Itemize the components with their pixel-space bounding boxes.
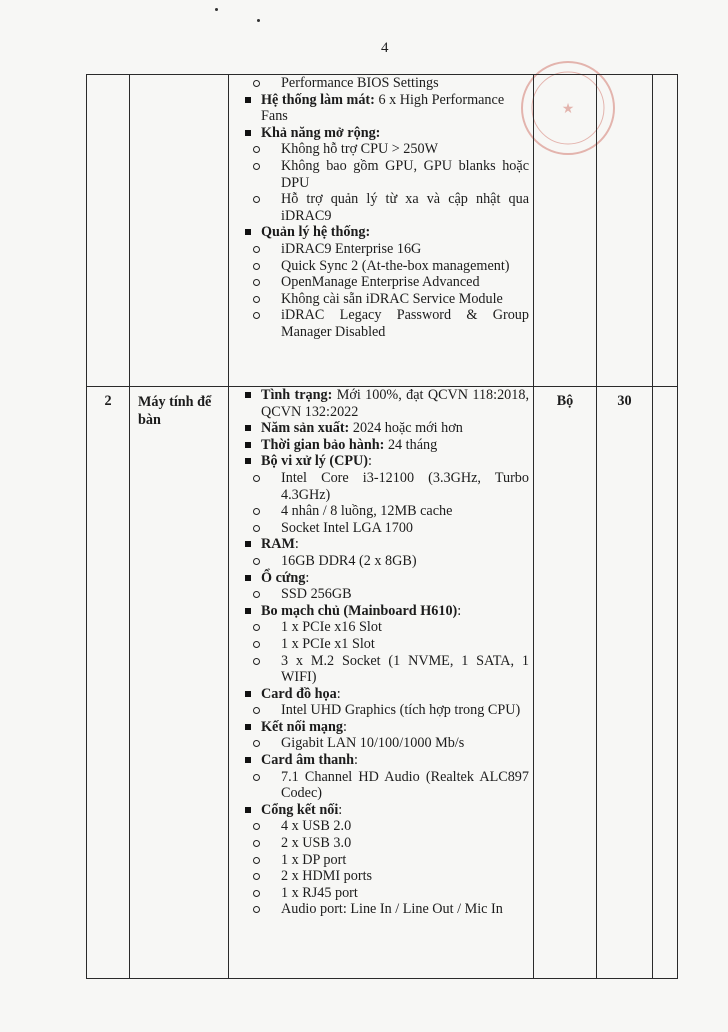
circle-bullet-icon (253, 823, 260, 830)
square-bullet-icon (245, 442, 251, 448)
spec-subitem: iDRAC9 Enterprise 16G (235, 241, 529, 258)
page-number: 4 (381, 40, 389, 56)
spec-item: Tình trạng: Mới 100%, đạt QCVN 118:2018, QCVN 132:2022 (235, 387, 529, 420)
square-bullet-icon (245, 425, 251, 431)
circle-bullet-icon (253, 740, 260, 747)
spec-item: Kết nối mạng: Gigabit LAN 10/100/1000 Mb/s (235, 719, 529, 752)
item-name: Máy tính để bàn (130, 387, 229, 979)
circle-bullet-icon (253, 163, 260, 170)
square-bullet-icon (245, 229, 251, 235)
specification-table (86, 74, 678, 979)
spec-subitem: Intel UHD Graphics (tích hợp trong CPU) (235, 702, 529, 719)
circle-bullet-icon (253, 279, 260, 286)
spec-item: Cổng kết nối: 4 x USB 2.0 2 x USB 3.0 1 x DP port 2 x HDMI ports 1 x RJ45 port Audio port: Line In / Line Out / Mic In (235, 802, 529, 918)
spec-subitem: 16GB DDR4 (2 x 8GB) (235, 553, 529, 570)
row-number: 2 (87, 387, 130, 979)
spec-subitem: Gigabit LAN 10/100/1000 Mb/s (235, 735, 529, 752)
square-bullet-icon (245, 807, 251, 813)
unit-cell: Bộ (534, 387, 597, 979)
spec-subitem: 4 x USB 2.0 (235, 818, 529, 835)
spec-item: Ổ cứng: SSD 256GB (235, 570, 529, 603)
circle-bullet-icon (253, 658, 260, 665)
square-bullet-icon (245, 458, 251, 464)
circle-bullet-icon (253, 624, 260, 631)
unit-cell (534, 75, 597, 387)
square-bullet-icon (245, 691, 251, 697)
circle-bullet-icon (253, 296, 260, 303)
quantity-cell: 30 (597, 387, 653, 979)
circle-bullet-icon (253, 263, 260, 270)
circle-bullet-icon (253, 840, 260, 847)
spec-item: RAM: 16GB DDR4 (2 x 8GB) (235, 536, 529, 569)
circle-bullet-icon (253, 80, 260, 87)
spec-cell (229, 387, 534, 979)
circle-bullet-icon (253, 591, 260, 598)
square-bullet-icon (245, 130, 251, 136)
square-bullet-icon (245, 97, 251, 103)
square-bullet-icon (245, 608, 251, 614)
spec-subitem: Không cài sẵn iDRAC Service Module (235, 291, 529, 308)
circle-bullet-icon (253, 707, 260, 714)
square-bullet-icon (245, 724, 251, 730)
spec-subitem: 3 x M.2 Socket (1 NVME, 1 SATA, 1 WIFI) (235, 653, 529, 686)
square-bullet-icon (245, 392, 251, 398)
spec-subitem: 1 x PCIe x16 Slot (235, 619, 529, 636)
circle-bullet-icon (253, 774, 260, 781)
circle-bullet-icon (253, 873, 260, 880)
spec-item: Card đồ họa: Intel UHD Graphics (tích hợp trong CPU) (235, 686, 529, 719)
item-name (130, 75, 229, 387)
spec-subitem: Hỗ trợ quản lý từ xa và cập nhật qua iDRAC9 (235, 191, 529, 224)
circle-bullet-icon (253, 525, 260, 532)
circle-bullet-icon (253, 312, 260, 319)
spec-subitem: 1 x DP port (235, 852, 529, 869)
square-bullet-icon (245, 541, 251, 547)
spec-subitem: iDRAC Legacy Password & Group Manager Disabled (235, 307, 529, 340)
spec-item (235, 75, 529, 92)
spec-subitem: Không hỗ trợ CPU > 250W (235, 141, 529, 158)
spec-item: Card âm thanh: 7.1 Channel HD Audio (Realtek ALC897 Codec) (235, 752, 529, 802)
spec-subitem: SSD 256GB (235, 586, 529, 603)
spec-item: Hệ thống làm mát: 6 x High Performance Fans (235, 92, 529, 125)
circle-bullet-icon (253, 641, 260, 648)
price-cell (653, 75, 678, 387)
spec-subitem: Không bao gồm GPU, GPU blanks hoặc DPU (235, 158, 529, 191)
circle-bullet-icon (253, 196, 260, 203)
square-bullet-icon (245, 575, 251, 581)
spec-subitem: Intel Core i3-12100 (3.3GHz, Turbo 4.3GHz) (235, 470, 529, 503)
spec-list (235, 387, 529, 918)
circle-bullet-icon (253, 146, 260, 153)
table-row (87, 387, 678, 979)
spec-subitem: OpenManage Enterprise Advanced (235, 274, 529, 291)
row-number (87, 75, 130, 387)
quantity-cell (597, 75, 653, 387)
spec-cell (229, 75, 534, 387)
spec-subitem: Socket Intel LGA 1700 (235, 520, 529, 537)
circle-bullet-icon (253, 890, 260, 897)
spec-item: Quản lý hệ thống: iDRAC9 Enterprise 16G Quick Sync 2 (At-the-box management) OpenManage Enterprise Advanced Không cài sẵn iDRAC Service Module iDRAC Legacy Password & Group Manager Disabled (235, 224, 529, 340)
price-cell (653, 387, 678, 979)
spec-list (235, 75, 529, 341)
spec-item: Thời gian bảo hành: 24 tháng (235, 437, 529, 454)
spec-item: Bo mạch chủ (Mainboard H610): 1 x PCIe x16 Slot 1 x PCIe x1 Slot 3 x M.2 Socket (1 NVME, 1 SATA, 1 WIFI) (235, 603, 529, 686)
circle-bullet-icon (253, 246, 260, 253)
spec-item: Bộ vi xử lý (CPU): Intel Core i3-12100 (3.3GHz, Turbo 4.3GHz) 4 nhân / 8 luồng, 12MB cache Socket Intel LGA 1700 (235, 453, 529, 536)
spec-subitem: 2 x HDMI ports (235, 868, 529, 885)
square-bullet-icon (245, 757, 251, 763)
spec-subitem: 7.1 Channel HD Audio (Realtek ALC897 Codec) (235, 769, 529, 802)
svg-text:★: ★ (561, 101, 575, 117)
spec-item: Khả năng mở rộng: Không hỗ trợ CPU > 250W Không bao gồm GPU, GPU blanks hoặc DPU Hỗ trợ quản lý từ xa và cập nhật qua iDRAC9 (235, 125, 529, 225)
spec-subitem: 1 x PCIe x1 Slot (235, 636, 529, 653)
table-row (87, 75, 678, 387)
spec-subitem: 2 x USB 3.0 (235, 835, 529, 852)
scan-speck (257, 19, 260, 22)
circle-bullet-icon (253, 475, 260, 482)
spec-item: Năm sản xuất: 2024 hoặc mới hơn (235, 420, 529, 437)
circle-bullet-icon (253, 857, 260, 864)
circle-bullet-icon (253, 508, 260, 515)
spec-subitem: 4 nhân / 8 luồng, 12MB cache (235, 503, 529, 520)
circle-bullet-icon (253, 558, 260, 565)
circle-bullet-icon (253, 906, 260, 913)
scan-speck (215, 8, 218, 11)
spec-subitem: 1 x RJ45 port (235, 885, 529, 902)
spec-subitem: Performance BIOS Settings (235, 75, 529, 92)
spec-subitem: Quick Sync 2 (At-the-box management) (235, 258, 529, 275)
spec-subitem: Audio port: Line In / Line Out / Mic In (235, 901, 529, 918)
